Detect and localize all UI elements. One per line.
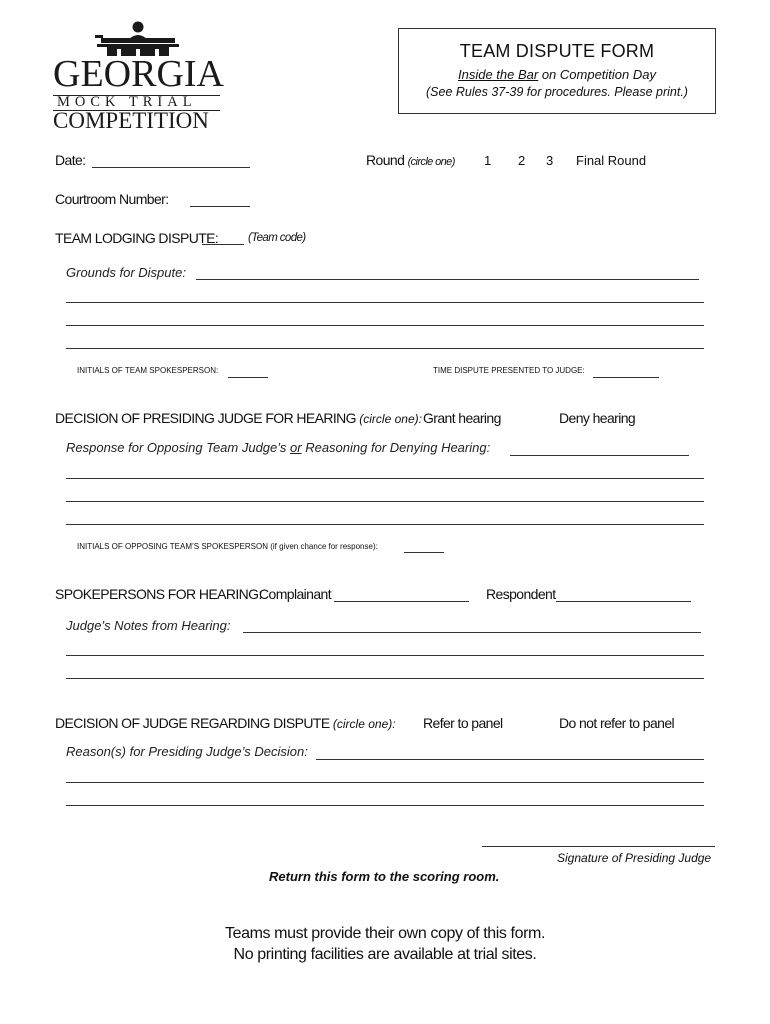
form-title: TEAM DISPUTE FORM (459, 41, 655, 61)
response-label (66, 440, 490, 455)
form-title-box (398, 28, 716, 114)
team-code-hint: (Team code) (248, 232, 306, 244)
spokesperson-initials-label (77, 366, 218, 375)
form-procedures-note: (See Rules 37-39 for procedures. Please print.) (426, 85, 688, 99)
signature-field[interactable] (482, 846, 715, 847)
dispute-decision-text: DECISION OF JUDGE REGARDING DISPUTE (55, 715, 330, 731)
opposing-initials-field[interactable] (404, 552, 444, 553)
reasons-line-1[interactable] (316, 759, 704, 760)
notes-line-1[interactable] (243, 632, 701, 633)
notes-line-3[interactable] (66, 678, 704, 679)
deny-hearing-option[interactable]: Deny hearing (559, 410, 636, 426)
reasons-line-3[interactable] (66, 805, 704, 806)
round-option-2[interactable]: 2 (518, 153, 526, 168)
notes-line-2[interactable] (66, 655, 704, 656)
logo-competition: COMPETITION (53, 108, 209, 133)
response-line-1[interactable] (510, 455, 689, 456)
date-label: Date: (55, 152, 86, 168)
round-option-1[interactable]: 1 (484, 153, 492, 168)
response-line-2[interactable] (66, 478, 704, 479)
grounds-line-4[interactable] (66, 348, 704, 349)
return-note: Return this form to the scoring room. (269, 869, 500, 884)
response-label-or: or (290, 440, 302, 455)
dispute-decision-label (55, 715, 396, 731)
grounds-line-2[interactable] (66, 302, 704, 303)
dispute-decision-hint: (circle one): (332, 717, 396, 731)
opposing-initials-text: INITIALS OF OPPOSING TEAM’S SPOKESPERSON (if given chance for response) (77, 542, 376, 551)
respondent-label: Respondent (486, 586, 556, 602)
courtroom-number-field[interactable] (190, 206, 250, 207)
response-label-prefix: Response for Opposing Team Judge’s (66, 440, 291, 455)
grant-hearing-option[interactable]: Grant hearing (423, 410, 501, 426)
time-presented-field[interactable] (593, 377, 659, 378)
time-presented-label (433, 366, 585, 375)
spokespersons-label: SPOKEPERSONS FOR HEARING: (55, 586, 262, 602)
reasons-line-2[interactable] (66, 782, 704, 783)
response-line-3[interactable] (66, 501, 704, 502)
round-label (366, 152, 455, 168)
courtroom-label: Courtroom Number: (55, 191, 169, 207)
spokesperson-initials-text: INITIALS OF TEAM SPOKESPERSON (77, 366, 216, 375)
refer-to-panel-option[interactable]: Refer to panel (423, 715, 503, 731)
opposing-initials-colon: : (375, 542, 378, 551)
grounds-colon: : (182, 265, 186, 280)
grounds-line-3[interactable] (66, 325, 704, 326)
team-code-field[interactable] (202, 244, 244, 245)
subtitle-rest: on Competition Day (538, 67, 656, 82)
grounds-label-text: Grounds for Dispute (66, 265, 183, 280)
hearing-decision-text: DECISION OF PRESIDING JUDGE FOR HEARING (55, 410, 356, 426)
georgia-mock-trial-logo (50, 18, 230, 136)
respondent-field[interactable] (556, 601, 691, 602)
logo-mock-trial: MOCK TRIAL (57, 94, 197, 110)
form-subtitle (399, 67, 715, 82)
grounds-line-1[interactable] (196, 279, 699, 280)
complainant-field[interactable] (334, 601, 469, 602)
round-option-3[interactable]: 3 (546, 153, 554, 168)
judge-notes-label: Judge’s Notes from Hearing: (66, 618, 231, 633)
spokesperson-initials-field[interactable] (228, 377, 268, 378)
subtitle-emphasis: Inside the Bar (458, 67, 539, 82)
grounds-label (66, 265, 186, 280)
do-not-refer-option[interactable]: Do not refer to panel (559, 715, 675, 731)
response-label-suffix: Reasoning for Denying Hearing: (301, 440, 491, 455)
team-lodging-dispute-label: TEAM LODGING DISPUTE: (55, 230, 219, 246)
time-presented-text: TIME DISPUTE PRESENTED TO JUDGE (433, 366, 583, 375)
footer-line-1: Teams must provide their own copy of this form. (225, 925, 545, 942)
reasons-label: Reason(s) for Presiding Judge’s Decision: (66, 744, 308, 759)
hearing-decision-hint: (circle one): (359, 412, 422, 426)
round-option-final[interactable]: Final Round (576, 153, 647, 168)
footer-line-2: No printing facilities are available at trial sites. (233, 946, 537, 963)
time-presented-colon: : (582, 366, 585, 375)
date-field[interactable] (92, 167, 250, 168)
spokesperson-initials-colon: : (216, 366, 219, 375)
round-label-text: Round (366, 152, 405, 168)
complainant-label: Complainant (259, 586, 331, 602)
opposing-initials-label (77, 542, 378, 551)
round-hint: (circle one) (407, 156, 455, 168)
logo-georgia: GEORGIA (53, 53, 224, 95)
hearing-decision-label (55, 410, 422, 426)
signature-label: Signature of Presiding Judge (557, 851, 712, 865)
response-line-4[interactable] (66, 524, 704, 525)
